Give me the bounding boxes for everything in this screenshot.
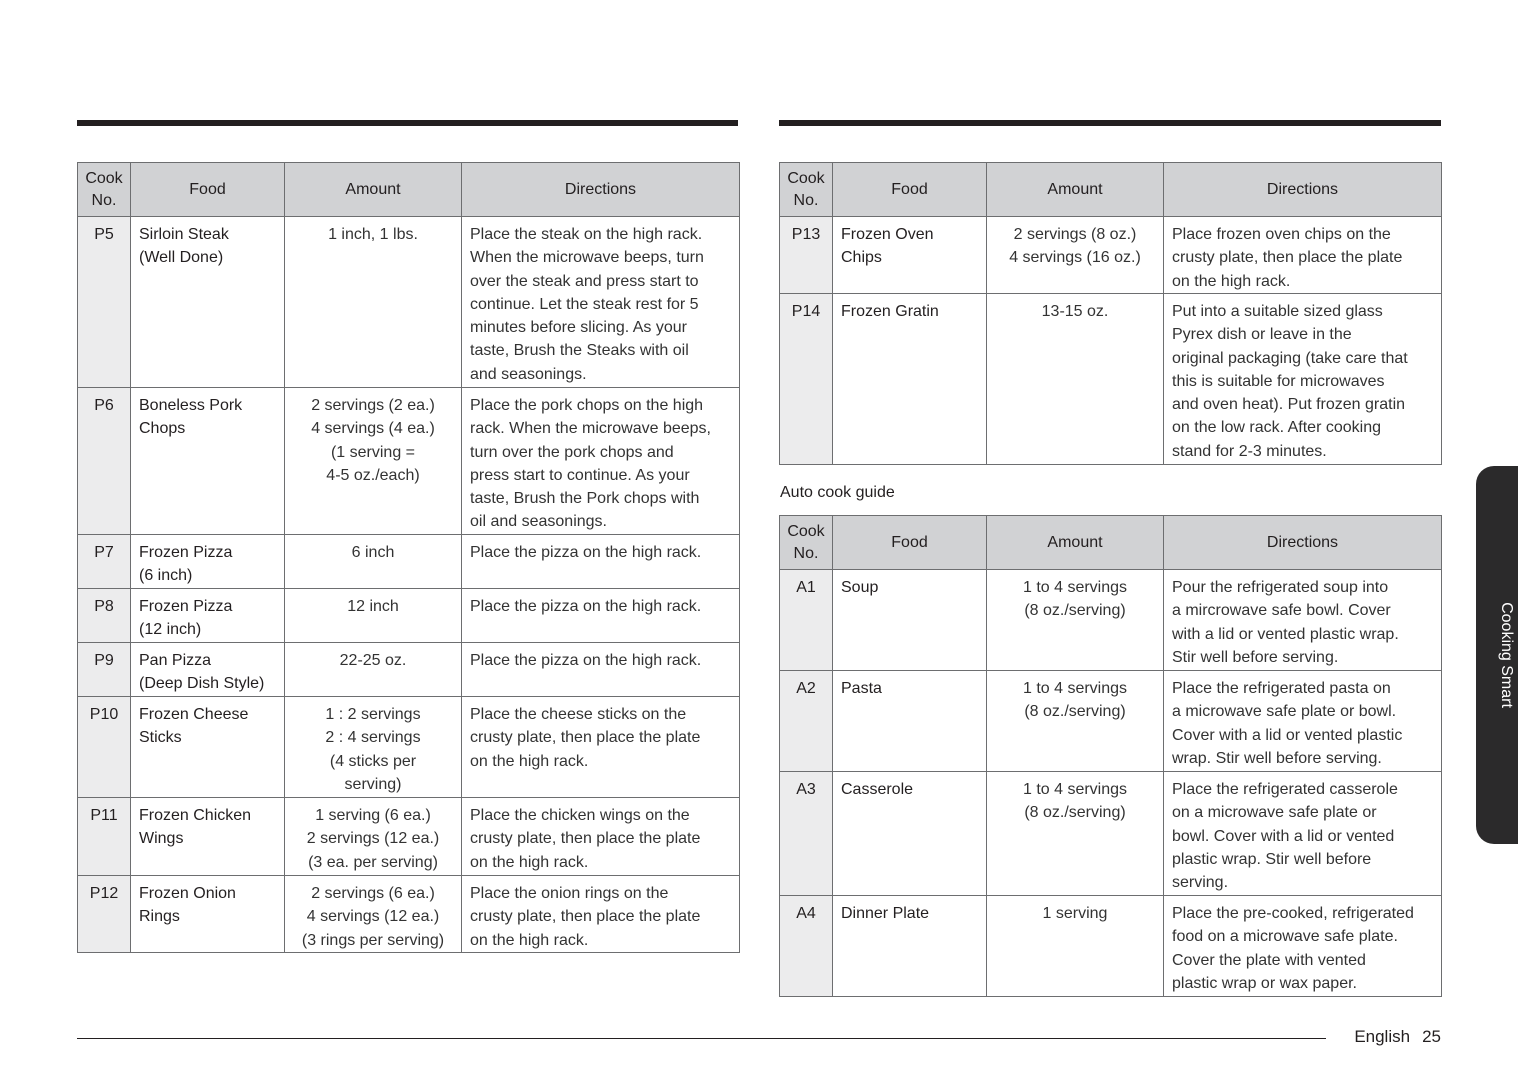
amount-cell xyxy=(285,589,462,643)
food-cell xyxy=(131,876,285,953)
column-header: Directions xyxy=(1164,163,1442,217)
directions-line: Place the pizza on the high rack. xyxy=(470,598,702,615)
food-cell xyxy=(131,643,285,697)
directions-cell xyxy=(1164,217,1442,294)
directions-line: Place frozen oven chips on the xyxy=(1172,226,1391,243)
table-header-row xyxy=(780,516,1442,570)
food-line: Frozen Onion xyxy=(139,885,236,902)
amount-line: (3 rings per serving) xyxy=(301,931,445,949)
section-tab-label: Cooking Smart xyxy=(1498,602,1515,708)
directions-line: Place the refrigerated casserole xyxy=(1172,781,1398,798)
directions-line: original packaging (take care that xyxy=(1172,349,1408,367)
amount-line: 2 servings (12 ea.) xyxy=(306,830,440,848)
directions-line: Place the chicken wings on the xyxy=(470,807,690,824)
column-header: Amount xyxy=(987,516,1164,570)
table-row xyxy=(78,535,740,589)
table-row xyxy=(78,589,740,643)
food-line: (Deep Dish Style) xyxy=(139,675,265,693)
directions-line: Place the pork chops on the high xyxy=(470,397,704,414)
column-header: Amount xyxy=(987,163,1164,217)
food-line: Frozen Gratin xyxy=(841,303,939,320)
amount-line: (3 ea. per serving) xyxy=(308,853,438,871)
amount-cell xyxy=(285,643,462,697)
column-header: Food xyxy=(131,163,285,217)
amount-line: 1 to 4 servings xyxy=(1022,781,1128,798)
food-line: Dinner Plate xyxy=(841,905,930,922)
column-header: Cook No. xyxy=(78,163,131,217)
amount-cell xyxy=(285,388,462,535)
auto-cook-table xyxy=(779,515,1442,997)
cook-table-left xyxy=(77,162,740,953)
table-header-row xyxy=(78,163,740,217)
directions-cell xyxy=(462,798,740,876)
directions-line: rack. When the microwave beeps, xyxy=(470,420,711,438)
directions-line: When the microwave beeps, turn xyxy=(470,249,704,267)
cook-table-right xyxy=(779,162,1442,465)
directions-line: this is suitable for microwaves xyxy=(1172,372,1385,390)
directions-line: and seasonings. xyxy=(470,365,587,383)
directions-line: stand for 2-3 minutes. xyxy=(1172,442,1327,460)
directions-line: minutes before slicing. As your xyxy=(470,319,687,337)
directions-line: turn over the pork chops and xyxy=(470,443,674,461)
food-cell xyxy=(131,798,285,876)
amount-line: (4 sticks per xyxy=(329,752,417,770)
column-header: Cook No. xyxy=(780,163,833,217)
table-row xyxy=(780,896,1442,997)
directions-cell xyxy=(1164,671,1442,772)
cook-number: P13 xyxy=(780,217,833,294)
directions-line: a mircrowave safe bowl. Cover xyxy=(1172,602,1391,620)
amount-cell xyxy=(285,697,462,798)
food-cell xyxy=(833,772,987,896)
directions-line: plastic wrap. Stir well before xyxy=(1172,850,1372,868)
directions-line: Place the pizza on the high rack. xyxy=(470,652,702,669)
directions-line: on the high rack. xyxy=(470,931,589,949)
amount-line: 1 inch, 1 lbs. xyxy=(328,226,418,243)
directions-line: on a microwave safe plate or xyxy=(1172,804,1377,822)
amount-cell xyxy=(987,896,1164,997)
directions-line: on the low rack. After cooking xyxy=(1172,419,1381,437)
section-rule-left xyxy=(77,120,738,126)
food-line: Chips xyxy=(841,249,882,267)
directions-line: over the steak and press start to xyxy=(470,272,699,290)
amount-cell xyxy=(285,217,462,388)
table-row xyxy=(780,294,1442,465)
directions-cell xyxy=(1164,772,1442,896)
amount-line: 1 serving (6 ea.) xyxy=(315,807,431,824)
amount-line: 2 servings (8 oz.) xyxy=(1013,226,1137,243)
food-line: Sticks xyxy=(139,729,182,747)
footer xyxy=(1354,1027,1441,1047)
table-header-row xyxy=(780,163,1442,217)
directions-line: Pour the refrigerated soup into xyxy=(1172,579,1389,596)
food-line: (12 inch) xyxy=(139,621,202,639)
amount-line: (1 serving = xyxy=(330,443,416,461)
cook-number: P8 xyxy=(78,589,131,643)
food-line: Pan Pizza xyxy=(139,652,212,669)
food-line: Pasta xyxy=(841,680,882,697)
directions-line: Stir well before serving. xyxy=(1172,648,1339,666)
directions-cell xyxy=(1164,570,1442,671)
directions-line: Put into a suitable sized glass xyxy=(1172,303,1383,320)
directions-cell xyxy=(1164,294,1442,465)
amount-line: 4 servings (16 oz.) xyxy=(1009,249,1141,267)
food-line: Casserole xyxy=(841,781,914,798)
food-cell xyxy=(833,294,987,465)
directions-line: bowl. Cover with a lid or vented xyxy=(1172,827,1395,845)
directions-line: crusty plate, then place the plate xyxy=(470,830,701,848)
directions-line: plastic wrap or wax paper. xyxy=(1172,974,1357,992)
directions-cell xyxy=(462,217,740,388)
food-line: Frozen Pizza xyxy=(139,598,233,615)
directions-line: Pyrex dish or leave in the xyxy=(1172,326,1352,344)
table-row xyxy=(780,217,1442,294)
auto-cook-guide-title: Auto cook guide xyxy=(780,484,895,501)
food-line: Frozen Oven xyxy=(841,226,934,243)
food-cell xyxy=(131,217,285,388)
table-row xyxy=(78,798,740,876)
directions-line: Place the pre-cooked, refrigerated xyxy=(1172,905,1414,922)
food-line: Rings xyxy=(139,908,180,926)
amount-cell xyxy=(987,294,1164,465)
directions-line: a microwave safe plate or bowl. xyxy=(1172,703,1397,721)
amount-line: 1 to 4 servings xyxy=(1022,579,1128,596)
amount-line: 1 to 4 servings xyxy=(1022,680,1128,697)
column-header: Directions xyxy=(1164,516,1442,570)
amount-line: 2 servings (6 ea.) xyxy=(311,885,435,902)
directions-line: food on a microwave safe plate. xyxy=(1172,928,1398,946)
table-row xyxy=(780,570,1442,671)
directions-cell xyxy=(462,535,740,589)
directions-cell xyxy=(462,876,740,953)
section-rule-right xyxy=(779,120,1441,126)
food-cell xyxy=(833,217,987,294)
column-header: Directions xyxy=(462,163,740,217)
column-header: Cook No. xyxy=(780,516,833,570)
amount-line: 4-5 oz./each) xyxy=(326,466,420,484)
amount-cell xyxy=(285,798,462,876)
column-header: Food xyxy=(833,516,987,570)
food-line: Frozen Pizza xyxy=(139,544,233,561)
directions-line: Cover with a lid or vented plastic xyxy=(1172,726,1403,744)
section-tab-cooking-smart xyxy=(1476,466,1518,844)
directions-line: taste, Brush the Pork chops with xyxy=(470,490,700,508)
table-row xyxy=(780,772,1442,896)
food-line: Boneless Pork xyxy=(139,397,243,414)
amount-cell xyxy=(987,570,1164,671)
footer-rule xyxy=(77,1038,1326,1039)
food-line: Frozen Chicken xyxy=(139,807,252,824)
food-line: Wings xyxy=(139,830,184,848)
food-line: Chops xyxy=(139,420,186,438)
food-line: Sirloin Steak xyxy=(139,226,229,243)
table-row xyxy=(780,671,1442,772)
directions-line: Place the cheese sticks on the xyxy=(470,706,687,723)
food-cell xyxy=(131,589,285,643)
directions-line: crusty plate, then place the plate xyxy=(1172,249,1403,267)
directions-line: on the high rack. xyxy=(1172,272,1291,290)
directions-line: Cover the plate with vented xyxy=(1172,951,1366,969)
directions-line: serving. xyxy=(1172,874,1229,892)
food-line: (6 inch) xyxy=(139,567,193,585)
directions-line: oil and seasonings. xyxy=(470,513,607,531)
food-cell xyxy=(833,896,987,997)
cook-number: P14 xyxy=(780,294,833,465)
directions-line: with a lid or vented plastic wrap. xyxy=(1172,625,1399,643)
amount-line: 1 : 2 servings xyxy=(325,706,421,723)
amount-cell xyxy=(987,772,1164,896)
directions-line: on the high rack. xyxy=(470,752,589,770)
directions-line: wrap. Stir well before serving. xyxy=(1172,749,1382,767)
cook-number: A3 xyxy=(780,772,833,896)
amount-line: 12 inch xyxy=(347,598,399,615)
amount-line: 6 inch xyxy=(351,544,395,561)
table-row xyxy=(78,876,740,953)
directions-line: crusty plate, then place the plate xyxy=(470,729,701,747)
food-line: (Well Done) xyxy=(139,249,224,267)
amount-line: 4 servings (4 ea.) xyxy=(311,420,435,438)
directions-line: Place the pizza on the high rack. xyxy=(470,544,702,561)
footer-language: English xyxy=(1354,1027,1411,1046)
table-row xyxy=(78,217,740,388)
directions-cell xyxy=(462,589,740,643)
amount-cell xyxy=(987,671,1164,772)
food-cell xyxy=(833,570,987,671)
cook-number: A4 xyxy=(780,896,833,997)
cook-number: P9 xyxy=(78,643,131,697)
amount-line: 2 servings (2 ea.) xyxy=(311,397,435,414)
cook-number: P7 xyxy=(78,535,131,589)
amount-line: (8 oz./serving) xyxy=(1024,602,1126,620)
cook-number: A2 xyxy=(780,671,833,772)
directions-line: and oven heat). Put frozen gratin xyxy=(1172,396,1406,414)
directions-line: Place the refrigerated pasta on xyxy=(1172,680,1391,697)
cook-number: P11 xyxy=(78,798,131,876)
cook-number: P5 xyxy=(78,217,131,388)
amount-cell xyxy=(987,217,1164,294)
amount-line: 1 serving xyxy=(1042,905,1108,922)
food-cell xyxy=(131,535,285,589)
directions-line: press start to continue. As your xyxy=(470,466,690,484)
directions-cell xyxy=(462,388,740,535)
table-row xyxy=(78,643,740,697)
directions-line: Place the onion rings on the xyxy=(470,885,669,902)
cook-number: P10 xyxy=(78,697,131,798)
directions-cell xyxy=(462,643,740,697)
table-row xyxy=(78,388,740,535)
directions-line: on the high rack. xyxy=(470,853,589,871)
food-cell xyxy=(131,697,285,798)
food-cell xyxy=(131,388,285,535)
food-line: Soup xyxy=(841,579,879,596)
directions-line: taste, Brush the Steaks with oil xyxy=(470,342,689,360)
cook-number: P6 xyxy=(78,388,131,535)
amount-cell xyxy=(285,876,462,953)
directions-cell xyxy=(1164,896,1442,997)
directions-line: crusty plate, then place the plate xyxy=(470,908,701,926)
amount-line: (8 oz./serving) xyxy=(1024,804,1126,822)
column-header: Food xyxy=(833,163,987,217)
directions-cell xyxy=(462,697,740,798)
amount-line: 13-15 oz. xyxy=(1041,303,1109,320)
directions-line: continue. Let the steak rest for 5 xyxy=(470,295,699,313)
amount-line: 4 servings (12 ea.) xyxy=(306,908,440,926)
food-cell xyxy=(833,671,987,772)
cook-number: A1 xyxy=(780,570,833,671)
amount-line: 2 : 4 servings xyxy=(325,729,421,747)
column-header: Amount xyxy=(285,163,462,217)
food-line: Frozen Cheese xyxy=(139,706,249,723)
amount-line: serving) xyxy=(344,775,402,793)
table-row xyxy=(78,697,740,798)
amount-cell xyxy=(285,535,462,589)
amount-line: 22-25 oz. xyxy=(339,652,407,669)
amount-line: (8 oz./serving) xyxy=(1024,703,1126,721)
page-number: 25 xyxy=(1422,1027,1441,1046)
cook-number: P12 xyxy=(78,876,131,953)
directions-line: Place the steak on the high rack. xyxy=(470,226,703,243)
